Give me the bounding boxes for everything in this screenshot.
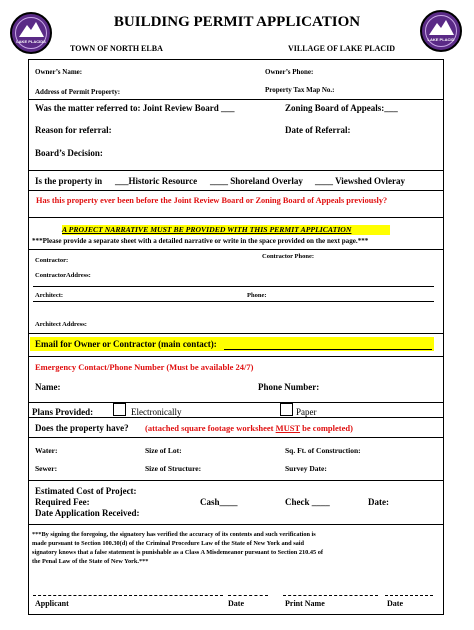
divider (28, 437, 444, 438)
architect-line (33, 301, 434, 302)
page-title: BUILDING PERMIT APPLICATION (113, 14, 361, 30)
divider (28, 217, 444, 218)
divider (28, 402, 444, 403)
contractor-phone-label: Contractor Phone: (262, 253, 315, 260)
sewer-label: Sewer: (35, 464, 58, 473)
lot-size-label: Size of Lot: (145, 446, 182, 455)
town-name: TOWN OF NORTH ELBA (70, 44, 163, 53)
print-date-line[interactable] (385, 595, 433, 596)
historic-option: ___Historic Resource (115, 176, 198, 186)
applicant-date-line[interactable] (228, 595, 268, 596)
required-fee-label: Required Fee: (35, 497, 90, 507)
divider (28, 356, 444, 357)
print-name-line[interactable] (283, 595, 378, 596)
decision-label: Board’s Decision: (35, 148, 103, 158)
divider (28, 524, 444, 525)
contractor-address-label: ContractorAddress: (35, 272, 91, 279)
divider (28, 249, 444, 250)
certification-text (32, 530, 323, 566)
narrative-note: ***Please provide a separate sheet with a detailed narrative or write in the space provided on the next page.*** (32, 237, 369, 245)
tax-map-label: Property Tax Map No.: (265, 86, 335, 94)
architect-phone-label: Phone: (247, 292, 267, 299)
architect-label: Architect: (35, 292, 64, 299)
divider (28, 333, 444, 334)
water-label: Water: (35, 446, 58, 455)
referred-label: Was the matter referred to: Joint Review Board ___ (35, 103, 235, 113)
divider (28, 190, 444, 191)
address-label: Address of Permit Property: (35, 88, 121, 96)
paper-label: Paper (296, 407, 317, 417)
email-line[interactable] (224, 349, 432, 350)
certification-line: signatory knows that a false statement is punishable as a Class A Misdemeanor pursuant to Section 210.45 of (32, 549, 323, 556)
emergency-name-label: Name: (35, 382, 61, 392)
shoreland-option: ____ Shoreland Overlay (210, 176, 303, 186)
check-field: Check ____ (285, 497, 330, 507)
applicant-date-label: Date (228, 599, 244, 608)
sq-ft-label: Sq. Ft. of Construction: (285, 446, 361, 455)
applicant-signature-line[interactable] (33, 595, 223, 596)
contractor-label: Contractor: (35, 257, 69, 264)
fee-date-label: Date: (368, 497, 389, 507)
structure-size-label: Size of Structure: (145, 464, 202, 473)
village-name: VILLAGE OF LAKE PLACID (288, 44, 396, 53)
property-in-label: Is the property in (35, 176, 103, 186)
contractor-address-line (33, 286, 434, 287)
logo-right-text: LAKE PLACID (427, 37, 455, 42)
owner-name-label: Owner’s Name: (35, 68, 83, 76)
date-received-label: Date Application Received: (35, 508, 140, 518)
paper-checkbox[interactable] (280, 403, 293, 416)
narrative-heading: A PROJECT NARRATIVE MUST BE PROVIDED WITH THIS PERMIT APPLICATION (62, 225, 352, 234)
emergency-phone-label: Phone Number: (258, 382, 320, 392)
certification-line: the Penal Law of the State of New York.*** (32, 558, 149, 565)
cash-field: Cash____ (200, 497, 238, 507)
certification-line: made pursuant to Section 100.30(d) of the Criminal Procedure Law of the State of New York and said (32, 540, 305, 547)
divider (28, 170, 444, 171)
plans-label: Plans Provided: (32, 407, 94, 417)
divider (28, 99, 444, 100)
electronic-label: Electronically (131, 407, 182, 417)
applicant-label: Applicant (35, 599, 69, 608)
worksheet-note: (attached square footage worksheet MUST be completed) (145, 423, 353, 433)
estimated-cost-label: Estimated Cost of Project: (35, 486, 137, 496)
viewshed-option: ____ Viewshed Ovleray (315, 176, 405, 186)
divider (28, 480, 444, 481)
property-question: Does the property have? (35, 423, 129, 433)
print-date-label: Date (387, 599, 403, 608)
email-label: Email for Owner or Contractor (main contact): (35, 339, 217, 349)
certification-line: ***By signing the foregoing, the signatory has verified the accuracy of its contents and such verification is (32, 531, 316, 538)
logo-left-text: LAKE PLACIDS (16, 39, 46, 44)
architect-address-label: Architect Address: (35, 321, 87, 328)
divider (28, 417, 444, 418)
referral-date-label: Date of Referral: (285, 125, 351, 135)
owner-phone-label: Owner’s Phone: (265, 68, 314, 76)
survey-date-label: Survey Date: (285, 464, 327, 473)
emergency-heading: Emergency Contact/Phone Number (Must be available 24/7) (35, 362, 254, 372)
zoning-label: Zoning Board of Appeals:___ (285, 103, 398, 113)
previous-review-question: Has this property ever been before the Joint Review Board or Zoning Board of Appeals previously? (36, 196, 388, 205)
electronic-checkbox[interactable] (113, 403, 126, 416)
print-name-label: Print Name (285, 599, 325, 608)
reason-label: Reason for referral: (35, 125, 112, 135)
